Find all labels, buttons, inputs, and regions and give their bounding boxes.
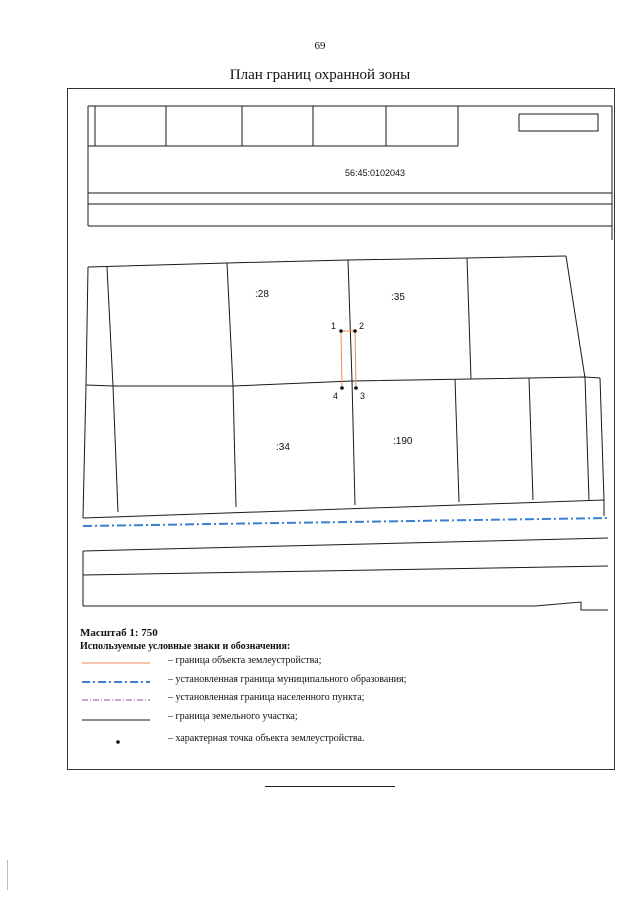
point-label-3: 3 xyxy=(360,391,366,401)
point-label-2: 2 xyxy=(359,321,365,331)
purple-dash-dot-line-icon xyxy=(80,692,152,706)
point-label-4: 4 xyxy=(333,391,339,401)
parcel-boundaries xyxy=(83,106,612,610)
page-number: 69 xyxy=(314,40,326,52)
parcel-label-28: :28 xyxy=(255,289,269,300)
point-2-marker xyxy=(353,329,357,333)
legend-text: – граница земельного участка; xyxy=(168,711,298,722)
legend-item-municipal-boundary xyxy=(80,674,600,688)
parcel-label-190: :190 xyxy=(393,436,413,447)
black-line-icon xyxy=(80,711,152,725)
object-boundary xyxy=(341,331,356,388)
point-3-marker xyxy=(354,386,358,390)
legend-text: – характерная точка объекта землеустройства. xyxy=(168,733,365,744)
orange-line-icon xyxy=(80,655,152,669)
blue-dash-dot-line-icon xyxy=(80,674,152,688)
parcel-label-34: :34 xyxy=(276,442,290,453)
legend-item-object-boundary xyxy=(80,655,600,669)
point-4-marker xyxy=(340,386,344,390)
point-dot-icon xyxy=(80,733,152,747)
legend-item-parcel-boundary xyxy=(80,711,600,725)
point-1-marker xyxy=(339,329,343,333)
legend-text: – граница объекта землеустройства; xyxy=(168,655,322,666)
point-label-1: 1 xyxy=(331,321,337,331)
legend-title: Используемые условные знаки и обозначения: xyxy=(80,641,291,652)
legend-item-characteristic-point xyxy=(80,733,600,747)
cadastral-block-label: 56:45:0102043 xyxy=(345,168,406,178)
legend-item-settlement-boundary xyxy=(80,692,600,706)
margin-mark xyxy=(7,860,8,890)
signature-line xyxy=(265,786,395,787)
scale-label: Масштаб 1: 750 xyxy=(80,627,158,639)
municipal-boundary-line xyxy=(83,518,608,526)
page-title: План границ охранной зоны xyxy=(229,67,411,83)
parcel-label-35: :35 xyxy=(391,292,405,303)
legend-text: – установленная граница населенного пункта; xyxy=(168,692,365,703)
legend-text: – установленная граница муниципального образования; xyxy=(168,674,407,685)
